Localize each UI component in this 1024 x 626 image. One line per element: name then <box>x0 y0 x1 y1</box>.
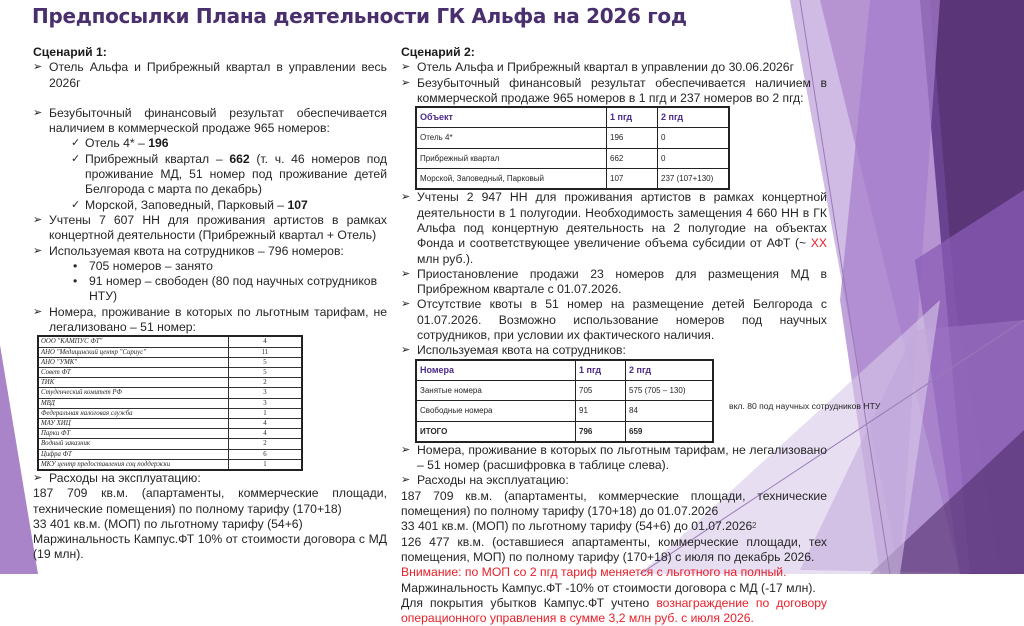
table-row: ООО "КАМПУС ФТ" 4 <box>38 336 302 347</box>
table-row: АНО "УМК" 5 <box>38 357 302 367</box>
s2-bullet-quota: ➢ Используемая квота на сотрудников: <box>401 343 827 358</box>
s2-bullet-expenses: ➢ Расходы на эксплуатацию: <box>401 473 827 488</box>
table-row: Отель 4* 196 0 <box>416 128 729 148</box>
table-row: Студенческий комитет РФ 3 <box>38 388 302 398</box>
s1-check-hotel: ✓ Отель 4* – 196 <box>33 136 387 151</box>
table-row: Парки ФТ 4 <box>38 429 302 439</box>
s2-bullet-suspension: ➢ Приостановление продажи 23 номеров для размещения МД в Прибрежном квартале с 01.07.2026. <box>401 267 827 298</box>
s1-bullet-management: ➢ Отель Альфа и Прибрежный квартал в управлении весь 2026г <box>33 60 387 91</box>
table-row: Занятые номера 705 575 (705 – 130) <box>416 380 713 400</box>
page-title: Предпосылки Плана деятельности ГК Альфа на 2026 год <box>32 4 687 28</box>
s2-bullet-breakeven: ➢ Безубыточный финансовый результат обеспечивается наличием в коммерческой продаже 965 номеров в 1 пгд и 237 номеров во 2 пгд: <box>401 76 827 107</box>
scenario-1-column <box>33 45 387 563</box>
s1-expense-reduced-tariff: 33 401 кв.м. (МОП) по льготному тарифу (54+6) <box>33 516 303 531</box>
subsidy-placeholder: XX <box>810 236 827 251</box>
s2-expense-reduced-tariff: 33 401 кв.м. (МОП) по льготному тарифу (54+6) до 01.07.2026 <box>401 519 753 534</box>
s1-bullet-artists: ➢ Учтены 7 607 НН для проживания артистов в рамках концертной деятельности (Прибрежный квартал + Отель) <box>33 213 387 244</box>
table-row: МАУ ХИЦ 4 <box>38 418 302 428</box>
organizations-table <box>37 335 303 471</box>
table-row: Совет ФТ 5 <box>38 367 302 377</box>
table-row: Свободные номера 91 84 <box>416 401 713 421</box>
s1-bullet-quota: ➢ Используемая квота на сотрудников – 796 номеров: <box>33 244 387 259</box>
s1-check-coastal: ✓ Прибрежный квартал – 662 (т. ч. 46 номеров под проживание МД, 51 номер под проживание детей Белгорода с марта по декабрь) <box>33 152 387 198</box>
s1-bullet-expenses: ➢ Расходы на эксплуатацию: <box>33 471 387 486</box>
table-row: Цифра ФТ 6 <box>38 449 302 459</box>
table-row: Федеральная налоговая служба 1 <box>38 408 302 418</box>
table-header-row: Номера 1 пгд 2 пгд <box>416 360 713 381</box>
scenario-2-heading: Сценарий 2: <box>401 45 475 59</box>
s1-check-other: ✓ Морской, Заповедный, Парковый – 107 <box>33 198 387 213</box>
s2-attention-note: Внимание: по МОП со 2 пгд тариф меняется с льготного на полный. <box>401 565 787 580</box>
s2-expense-remaining: 126 477 кв.м. (оставшиеся апартаменты, коммерческие площади, тех помещения, МОП) по полному тарифу (170+18) с июля по декабрь 2026. <box>401 534 827 564</box>
objects-table <box>415 106 730 190</box>
table-row: АНО "Медицинский центр "Сириус" 11 <box>38 347 302 357</box>
s1-dot-free: • 91 номер – свободен (80 под научных сотрудников НТУ) <box>33 274 387 305</box>
page-number: 2 <box>752 521 757 530</box>
table-total-row: ИТОГО 796 659 <box>416 421 713 442</box>
scenario-1-heading: Сценарий 1: <box>33 45 107 59</box>
quota-note: вкл. 80 под научных сотрудников НТУ <box>729 400 881 411</box>
table-header-row: Объект 1 пгд 2 пгд <box>416 107 729 128</box>
s2-bullet-artists: ➢ Учтены 2 947 НН для проживания артистов в рамках концертной деятельности в 1 полугодии. Необходимость замещения 4 660 НН в ГК Альфа под концертную деятельность на 2 полугодие на объектах Фонда и соответствующее увеличение объема субсидии от АФТ (~ XX млн руб.). <box>401 190 827 266</box>
quota-table <box>415 359 714 443</box>
table-row: МВД 3 <box>38 398 302 408</box>
s2-margin: Маржинальность Кампус.ФТ -10% от стоимости договора с МД (-17 млн). <box>401 580 816 595</box>
table-row: Морской, Заповедный, Парковый 107 237 (107+130) <box>416 169 729 190</box>
s1-expense-full-tariff: 187 709 кв.м. (апартаменты, коммерческие площади, технические помещения) по полному тарифу (170+18) <box>33 486 387 516</box>
table-row: Прибрежный квартал 662 0 <box>416 148 729 168</box>
s1-bullet-not-legalized: ➢ Номера, проживание в которых по льготным тарифам, не легализовано – 51 номер: <box>33 305 387 336</box>
s2-loss-coverage: Для покрытия убытков Кампус.ФТ учтено вознаграждение по договору операционного управления в сумме 3,2 млн руб. с июля 2026. <box>401 595 827 626</box>
s2-bullet-management: ➢ Отель Альфа и Прибрежный квартал в управлении до 30.06.2026г <box>401 60 827 75</box>
scenario-2-column <box>401 45 881 626</box>
table-row: Водный заказник 2 <box>38 439 302 449</box>
s2-expense-full-tariff: 187 709 кв.м. (апартаменты, коммерческие площади, технические помещения) по полному тарифу (170+18) до 01.07.2026 <box>401 488 827 519</box>
table-row: МКУ центр предоставления соц поддержки 1 <box>38 459 302 470</box>
table-row: ТИК 2 <box>38 378 302 388</box>
s1-dot-occupied: • 705 номеров – занято <box>33 259 387 274</box>
s2-bullet-no-quota: ➢ Отсутствие квоты в 51 номер на размещение детей Белгорода с 01.07.2026. Возможно использование номеров под научных сотрудников, при условии их фактического наличия. <box>401 297 827 343</box>
s2-bullet-not-legalized: ➢ Номера, проживание в которых по льготным тарифам, не легализовано – 51 номер (расшифровка в таблице слева). <box>401 443 827 474</box>
s1-margin: Маржинальность Кампус.ФТ 10% от стоимости договора с МД (19 млн). <box>33 532 387 562</box>
s1-bullet-breakeven: ➢ Безубыточный финансовый результат обеспечивается наличием в коммерческой продаже 965 номеров: <box>33 106 387 137</box>
